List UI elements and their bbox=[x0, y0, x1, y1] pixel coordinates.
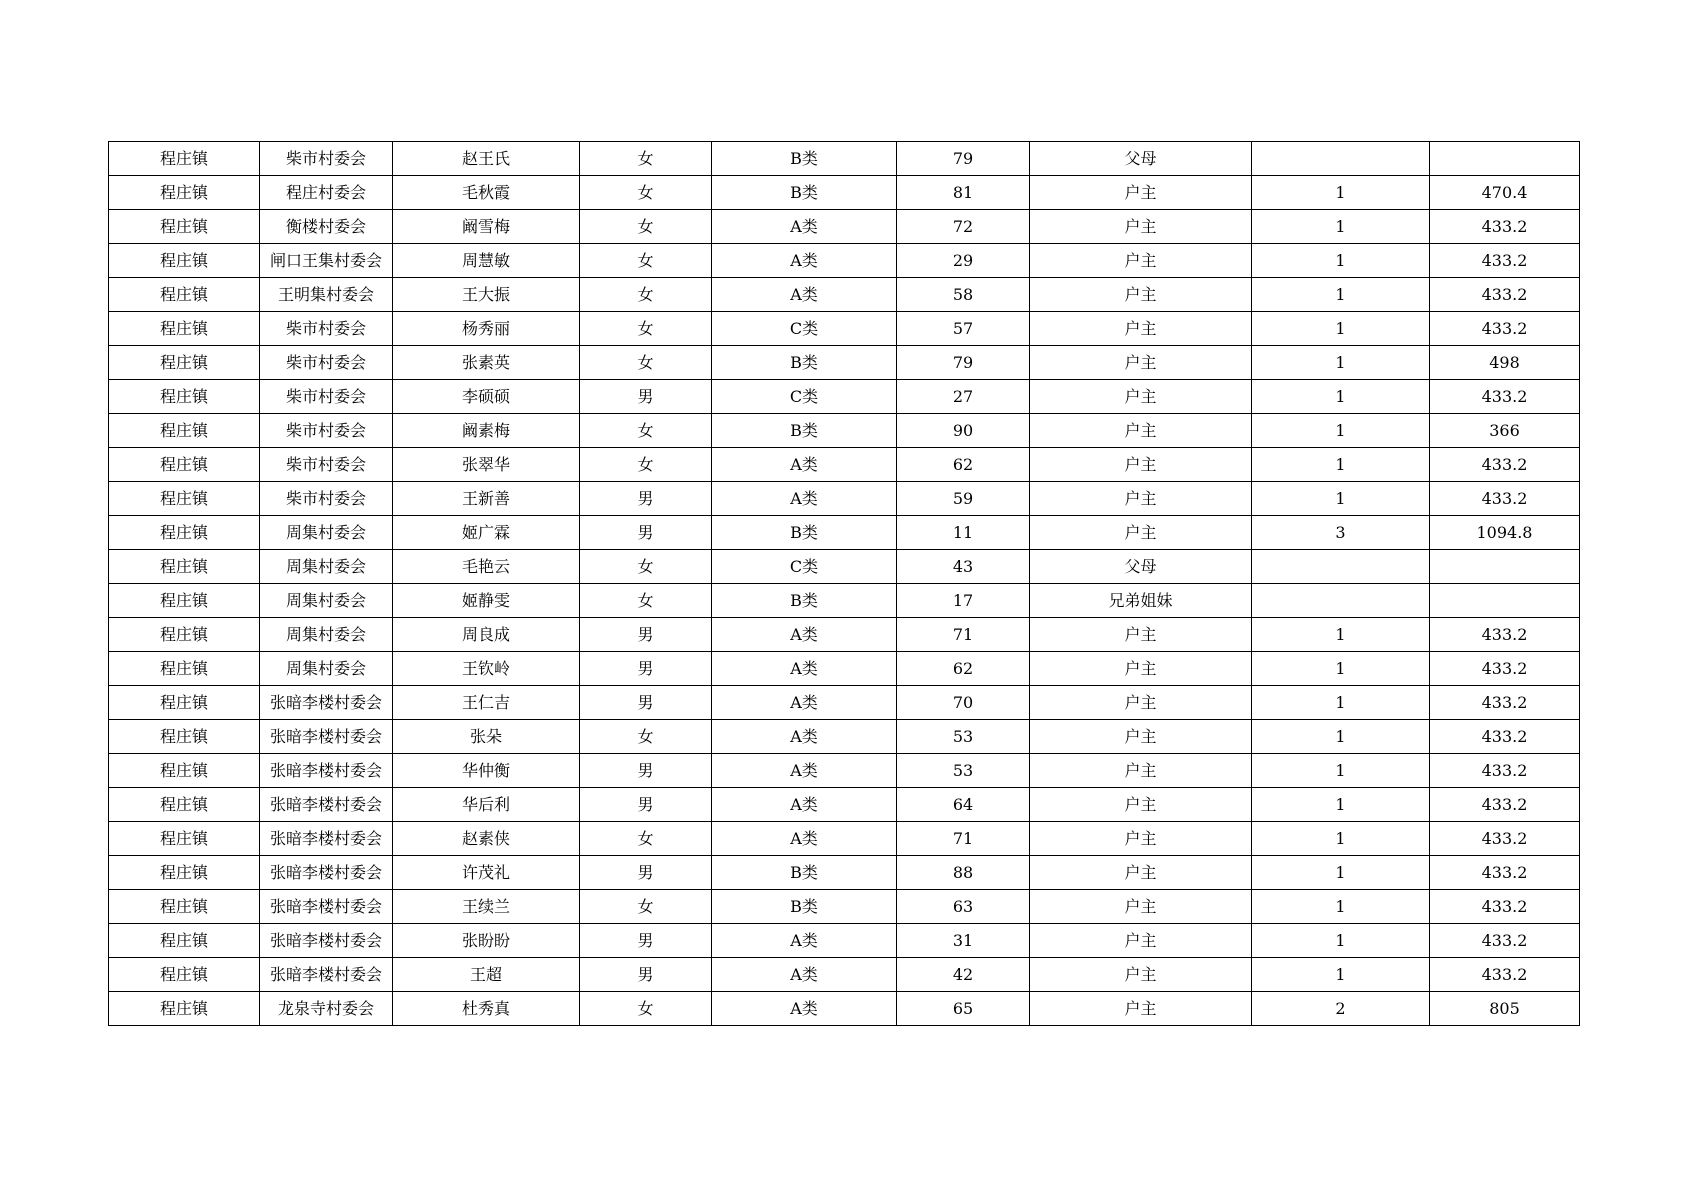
table-row bbox=[109, 244, 1580, 278]
town-cell: 程庄镇 bbox=[109, 754, 260, 788]
name-cell: 王仁吉 bbox=[393, 686, 580, 720]
gender-cell: 女 bbox=[580, 448, 712, 482]
town-cell: 程庄镇 bbox=[109, 482, 260, 516]
town-cell: 程庄镇 bbox=[109, 958, 260, 992]
category-cell: A类 bbox=[712, 992, 897, 1026]
village-committee-cell: 柴市村委会 bbox=[260, 414, 393, 448]
village-committee-cell: 张暗李楼村委会 bbox=[260, 788, 393, 822]
amount-cell: 433.2 bbox=[1430, 652, 1580, 686]
amount-cell: 433.2 bbox=[1430, 890, 1580, 924]
category-cell: B类 bbox=[712, 516, 897, 550]
amount-cell: 433.2 bbox=[1430, 958, 1580, 992]
name-cell: 华后利 bbox=[393, 788, 580, 822]
amount-cell: 433.2 bbox=[1430, 210, 1580, 244]
name-cell: 王钦岭 bbox=[393, 652, 580, 686]
amount-cell: 433.2 bbox=[1430, 924, 1580, 958]
category-cell: B类 bbox=[712, 142, 897, 176]
village-committee-cell: 张暗李楼村委会 bbox=[260, 924, 393, 958]
town-cell: 程庄镇 bbox=[109, 686, 260, 720]
amount-cell: 433.2 bbox=[1430, 244, 1580, 278]
age-cell: 71 bbox=[897, 618, 1030, 652]
household-count-cell: 1 bbox=[1252, 380, 1430, 414]
gender-cell: 女 bbox=[580, 312, 712, 346]
household-count-cell: 1 bbox=[1252, 210, 1430, 244]
household-count-cell bbox=[1252, 550, 1430, 584]
household-count-cell bbox=[1252, 584, 1430, 618]
village-committee-cell: 衡楼村委会 bbox=[260, 210, 393, 244]
name-cell: 张翠华 bbox=[393, 448, 580, 482]
category-cell: A类 bbox=[712, 618, 897, 652]
household-count-cell: 2 bbox=[1252, 992, 1430, 1026]
household-count-cell: 1 bbox=[1252, 822, 1430, 856]
age-cell: 81 bbox=[897, 176, 1030, 210]
village-committee-cell: 张暗李楼村委会 bbox=[260, 856, 393, 890]
household-count-cell: 1 bbox=[1252, 890, 1430, 924]
category-cell: B类 bbox=[712, 856, 897, 890]
village-committee-cell: 柴市村委会 bbox=[260, 448, 393, 482]
category-cell: A类 bbox=[712, 754, 897, 788]
gender-cell: 女 bbox=[580, 890, 712, 924]
age-cell: 72 bbox=[897, 210, 1030, 244]
amount-cell: 498 bbox=[1430, 346, 1580, 380]
table-row bbox=[109, 924, 1580, 958]
table-row bbox=[109, 618, 1580, 652]
table-body bbox=[109, 142, 1580, 1026]
category-cell: B类 bbox=[712, 584, 897, 618]
age-cell: 63 bbox=[897, 890, 1030, 924]
age-cell: 29 bbox=[897, 244, 1030, 278]
town-cell: 程庄镇 bbox=[109, 142, 260, 176]
name-cell: 王大振 bbox=[393, 278, 580, 312]
town-cell: 程庄镇 bbox=[109, 652, 260, 686]
amount-cell: 366 bbox=[1430, 414, 1580, 448]
name-cell: 姬静雯 bbox=[393, 584, 580, 618]
town-cell: 程庄镇 bbox=[109, 550, 260, 584]
town-cell: 程庄镇 bbox=[109, 516, 260, 550]
relation-cell: 户主 bbox=[1030, 210, 1252, 244]
name-cell: 阚素梅 bbox=[393, 414, 580, 448]
age-cell: 62 bbox=[897, 652, 1030, 686]
amount-cell: 433.2 bbox=[1430, 856, 1580, 890]
table-row bbox=[109, 856, 1580, 890]
town-cell: 程庄镇 bbox=[109, 720, 260, 754]
village-committee-cell: 柴市村委会 bbox=[260, 482, 393, 516]
age-cell: 79 bbox=[897, 142, 1030, 176]
table-row bbox=[109, 448, 1580, 482]
village-committee-cell: 龙泉寺村委会 bbox=[260, 992, 393, 1026]
town-cell: 程庄镇 bbox=[109, 822, 260, 856]
age-cell: 17 bbox=[897, 584, 1030, 618]
gender-cell: 男 bbox=[580, 856, 712, 890]
gender-cell: 男 bbox=[580, 380, 712, 414]
table-row bbox=[109, 958, 1580, 992]
category-cell: C类 bbox=[712, 312, 897, 346]
gender-cell: 男 bbox=[580, 618, 712, 652]
relation-cell: 户主 bbox=[1030, 652, 1252, 686]
gender-cell: 男 bbox=[580, 958, 712, 992]
age-cell: 70 bbox=[897, 686, 1030, 720]
household-count-cell: 1 bbox=[1252, 856, 1430, 890]
category-cell: A类 bbox=[712, 244, 897, 278]
name-cell: 杜秀真 bbox=[393, 992, 580, 1026]
town-cell: 程庄镇 bbox=[109, 176, 260, 210]
table-row bbox=[109, 584, 1580, 618]
household-count-cell: 1 bbox=[1252, 312, 1430, 346]
relation-cell: 户主 bbox=[1030, 754, 1252, 788]
village-committee-cell: 张暗李楼村委会 bbox=[260, 890, 393, 924]
name-cell: 周良成 bbox=[393, 618, 580, 652]
age-cell: 79 bbox=[897, 346, 1030, 380]
category-cell: A类 bbox=[712, 482, 897, 516]
household-count-cell: 1 bbox=[1252, 652, 1430, 686]
gender-cell: 男 bbox=[580, 924, 712, 958]
household-count-cell: 1 bbox=[1252, 278, 1430, 312]
age-cell: 43 bbox=[897, 550, 1030, 584]
name-cell: 王超 bbox=[393, 958, 580, 992]
relation-cell: 户主 bbox=[1030, 278, 1252, 312]
name-cell: 阚雪梅 bbox=[393, 210, 580, 244]
gender-cell: 男 bbox=[580, 482, 712, 516]
amount-cell: 433.2 bbox=[1430, 448, 1580, 482]
town-cell: 程庄镇 bbox=[109, 584, 260, 618]
relation-cell: 户主 bbox=[1030, 244, 1252, 278]
table-row bbox=[109, 142, 1580, 176]
household-count-cell: 1 bbox=[1252, 788, 1430, 822]
category-cell: A类 bbox=[712, 686, 897, 720]
amount-cell: 433.2 bbox=[1430, 686, 1580, 720]
gender-cell: 女 bbox=[580, 720, 712, 754]
village-committee-cell: 闸口王集村委会 bbox=[260, 244, 393, 278]
town-cell: 程庄镇 bbox=[109, 346, 260, 380]
table-row bbox=[109, 890, 1580, 924]
table-row bbox=[109, 346, 1580, 380]
town-cell: 程庄镇 bbox=[109, 788, 260, 822]
category-cell: A类 bbox=[712, 448, 897, 482]
village-committee-cell: 张暗李楼村委会 bbox=[260, 958, 393, 992]
relation-cell: 户主 bbox=[1030, 380, 1252, 414]
name-cell: 王新善 bbox=[393, 482, 580, 516]
name-cell: 王续兰 bbox=[393, 890, 580, 924]
relation-cell: 户主 bbox=[1030, 924, 1252, 958]
relation-cell: 户主 bbox=[1030, 312, 1252, 346]
household-count-cell: 1 bbox=[1252, 414, 1430, 448]
gender-cell: 女 bbox=[580, 584, 712, 618]
gender-cell: 男 bbox=[580, 686, 712, 720]
town-cell: 程庄镇 bbox=[109, 312, 260, 346]
table-row bbox=[109, 652, 1580, 686]
table-row bbox=[109, 754, 1580, 788]
gender-cell: 女 bbox=[580, 210, 712, 244]
village-committee-cell: 周集村委会 bbox=[260, 618, 393, 652]
name-cell: 赵王氏 bbox=[393, 142, 580, 176]
table-row bbox=[109, 312, 1580, 346]
name-cell: 李硕硕 bbox=[393, 380, 580, 414]
relation-cell: 户主 bbox=[1030, 482, 1252, 516]
category-cell: A类 bbox=[712, 924, 897, 958]
category-cell: B类 bbox=[712, 346, 897, 380]
table-row bbox=[109, 822, 1580, 856]
category-cell: A类 bbox=[712, 652, 897, 686]
age-cell: 58 bbox=[897, 278, 1030, 312]
amount-cell: 433.2 bbox=[1430, 788, 1580, 822]
village-committee-cell: 张暗李楼村委会 bbox=[260, 822, 393, 856]
age-cell: 53 bbox=[897, 720, 1030, 754]
town-cell: 程庄镇 bbox=[109, 448, 260, 482]
relation-cell: 户主 bbox=[1030, 346, 1252, 380]
category-cell: B类 bbox=[712, 890, 897, 924]
amount-cell: 433.2 bbox=[1430, 312, 1580, 346]
gender-cell: 男 bbox=[580, 516, 712, 550]
village-committee-cell: 周集村委会 bbox=[260, 584, 393, 618]
age-cell: 64 bbox=[897, 788, 1030, 822]
relation-cell: 父母 bbox=[1030, 550, 1252, 584]
relation-cell: 户主 bbox=[1030, 788, 1252, 822]
town-cell: 程庄镇 bbox=[109, 210, 260, 244]
table-row bbox=[109, 414, 1580, 448]
age-cell: 31 bbox=[897, 924, 1030, 958]
gender-cell: 女 bbox=[580, 822, 712, 856]
name-cell: 周慧敏 bbox=[393, 244, 580, 278]
town-cell: 程庄镇 bbox=[109, 618, 260, 652]
table-row bbox=[109, 992, 1580, 1026]
amount-cell: 433.2 bbox=[1430, 754, 1580, 788]
amount-cell: 433.2 bbox=[1430, 720, 1580, 754]
town-cell: 程庄镇 bbox=[109, 890, 260, 924]
relation-cell: 户主 bbox=[1030, 448, 1252, 482]
amount-cell: 470.4 bbox=[1430, 176, 1580, 210]
category-cell: A类 bbox=[712, 720, 897, 754]
category-cell: A类 bbox=[712, 788, 897, 822]
category-cell: A类 bbox=[712, 278, 897, 312]
name-cell: 毛秋霞 bbox=[393, 176, 580, 210]
village-committee-cell: 王明集村委会 bbox=[260, 278, 393, 312]
category-cell: C类 bbox=[712, 380, 897, 414]
age-cell: 90 bbox=[897, 414, 1030, 448]
relation-cell: 户主 bbox=[1030, 822, 1252, 856]
town-cell: 程庄镇 bbox=[109, 856, 260, 890]
town-cell: 程庄镇 bbox=[109, 924, 260, 958]
amount-cell bbox=[1430, 142, 1580, 176]
household-count-cell: 1 bbox=[1252, 924, 1430, 958]
relation-cell: 户主 bbox=[1030, 176, 1252, 210]
gender-cell: 男 bbox=[580, 754, 712, 788]
name-cell: 华仲衡 bbox=[393, 754, 580, 788]
gender-cell: 女 bbox=[580, 414, 712, 448]
age-cell: 53 bbox=[897, 754, 1030, 788]
household-count-cell: 1 bbox=[1252, 244, 1430, 278]
gender-cell: 男 bbox=[580, 788, 712, 822]
relation-cell: 户主 bbox=[1030, 992, 1252, 1026]
age-cell: 62 bbox=[897, 448, 1030, 482]
relation-cell: 户主 bbox=[1030, 686, 1252, 720]
amount-cell: 433.2 bbox=[1430, 380, 1580, 414]
village-committee-cell: 程庄村委会 bbox=[260, 176, 393, 210]
age-cell: 57 bbox=[897, 312, 1030, 346]
town-cell: 程庄镇 bbox=[109, 244, 260, 278]
village-committee-cell: 周集村委会 bbox=[260, 652, 393, 686]
relation-cell: 户主 bbox=[1030, 958, 1252, 992]
category-cell: A类 bbox=[712, 210, 897, 244]
gender-cell: 男 bbox=[580, 652, 712, 686]
relation-cell: 户主 bbox=[1030, 890, 1252, 924]
household-count-cell: 1 bbox=[1252, 482, 1430, 516]
category-cell: A类 bbox=[712, 822, 897, 856]
table-row bbox=[109, 210, 1580, 244]
name-cell: 姬广霖 bbox=[393, 516, 580, 550]
village-committee-cell: 柴市村委会 bbox=[260, 142, 393, 176]
amount-cell: 805 bbox=[1430, 992, 1580, 1026]
relation-cell: 户主 bbox=[1030, 414, 1252, 448]
gender-cell: 女 bbox=[580, 278, 712, 312]
household-count-cell: 1 bbox=[1252, 958, 1430, 992]
village-committee-cell: 张暗李楼村委会 bbox=[260, 720, 393, 754]
data-table bbox=[108, 141, 1580, 1026]
table-row bbox=[109, 380, 1580, 414]
village-committee-cell: 周集村委会 bbox=[260, 516, 393, 550]
category-cell: B类 bbox=[712, 414, 897, 448]
category-cell: A类 bbox=[712, 958, 897, 992]
village-committee-cell: 柴市村委会 bbox=[260, 380, 393, 414]
name-cell: 张盼盼 bbox=[393, 924, 580, 958]
village-committee-cell: 柴市村委会 bbox=[260, 312, 393, 346]
gender-cell: 女 bbox=[580, 346, 712, 380]
age-cell: 71 bbox=[897, 822, 1030, 856]
gender-cell: 女 bbox=[580, 176, 712, 210]
village-committee-cell: 张暗李楼村委会 bbox=[260, 754, 393, 788]
household-count-cell: 1 bbox=[1252, 346, 1430, 380]
name-cell: 张素英 bbox=[393, 346, 580, 380]
name-cell: 许茂礼 bbox=[393, 856, 580, 890]
relation-cell: 父母 bbox=[1030, 142, 1252, 176]
amount-cell: 433.2 bbox=[1430, 618, 1580, 652]
village-committee-cell: 张暗李楼村委会 bbox=[260, 686, 393, 720]
relation-cell: 户主 bbox=[1030, 720, 1252, 754]
age-cell: 59 bbox=[897, 482, 1030, 516]
age-cell: 65 bbox=[897, 992, 1030, 1026]
village-committee-cell: 柴市村委会 bbox=[260, 346, 393, 380]
household-count-cell: 1 bbox=[1252, 618, 1430, 652]
household-count-cell: 1 bbox=[1252, 176, 1430, 210]
table-row bbox=[109, 686, 1580, 720]
household-count-cell: 3 bbox=[1252, 516, 1430, 550]
household-count-cell: 1 bbox=[1252, 720, 1430, 754]
town-cell: 程庄镇 bbox=[109, 414, 260, 448]
amount-cell bbox=[1430, 550, 1580, 584]
table-row bbox=[109, 516, 1580, 550]
table-row bbox=[109, 550, 1580, 584]
age-cell: 42 bbox=[897, 958, 1030, 992]
household-count-cell bbox=[1252, 142, 1430, 176]
amount-cell bbox=[1430, 584, 1580, 618]
relation-cell: 户主 bbox=[1030, 856, 1252, 890]
gender-cell: 女 bbox=[580, 244, 712, 278]
name-cell: 杨秀丽 bbox=[393, 312, 580, 346]
relation-cell: 户主 bbox=[1030, 618, 1252, 652]
category-cell: C类 bbox=[712, 550, 897, 584]
age-cell: 27 bbox=[897, 380, 1030, 414]
household-count-cell: 1 bbox=[1252, 448, 1430, 482]
category-cell: B类 bbox=[712, 176, 897, 210]
age-cell: 88 bbox=[897, 856, 1030, 890]
name-cell: 张朵 bbox=[393, 720, 580, 754]
relation-cell: 兄弟姐妹 bbox=[1030, 584, 1252, 618]
age-cell: 11 bbox=[897, 516, 1030, 550]
gender-cell: 女 bbox=[580, 550, 712, 584]
gender-cell: 女 bbox=[580, 992, 712, 1026]
name-cell: 毛艳云 bbox=[393, 550, 580, 584]
household-count-cell: 1 bbox=[1252, 686, 1430, 720]
table-row bbox=[109, 482, 1580, 516]
amount-cell: 1094.8 bbox=[1430, 516, 1580, 550]
village-committee-cell: 周集村委会 bbox=[260, 550, 393, 584]
amount-cell: 433.2 bbox=[1430, 482, 1580, 516]
town-cell: 程庄镇 bbox=[109, 380, 260, 414]
gender-cell: 女 bbox=[580, 142, 712, 176]
name-cell: 赵素侠 bbox=[393, 822, 580, 856]
table-row bbox=[109, 278, 1580, 312]
town-cell: 程庄镇 bbox=[109, 278, 260, 312]
table-row bbox=[109, 788, 1580, 822]
relation-cell: 户主 bbox=[1030, 516, 1252, 550]
household-count-cell: 1 bbox=[1252, 754, 1430, 788]
amount-cell: 433.2 bbox=[1430, 822, 1580, 856]
table-row bbox=[109, 720, 1580, 754]
amount-cell: 433.2 bbox=[1430, 278, 1580, 312]
town-cell: 程庄镇 bbox=[109, 992, 260, 1026]
table-row bbox=[109, 176, 1580, 210]
